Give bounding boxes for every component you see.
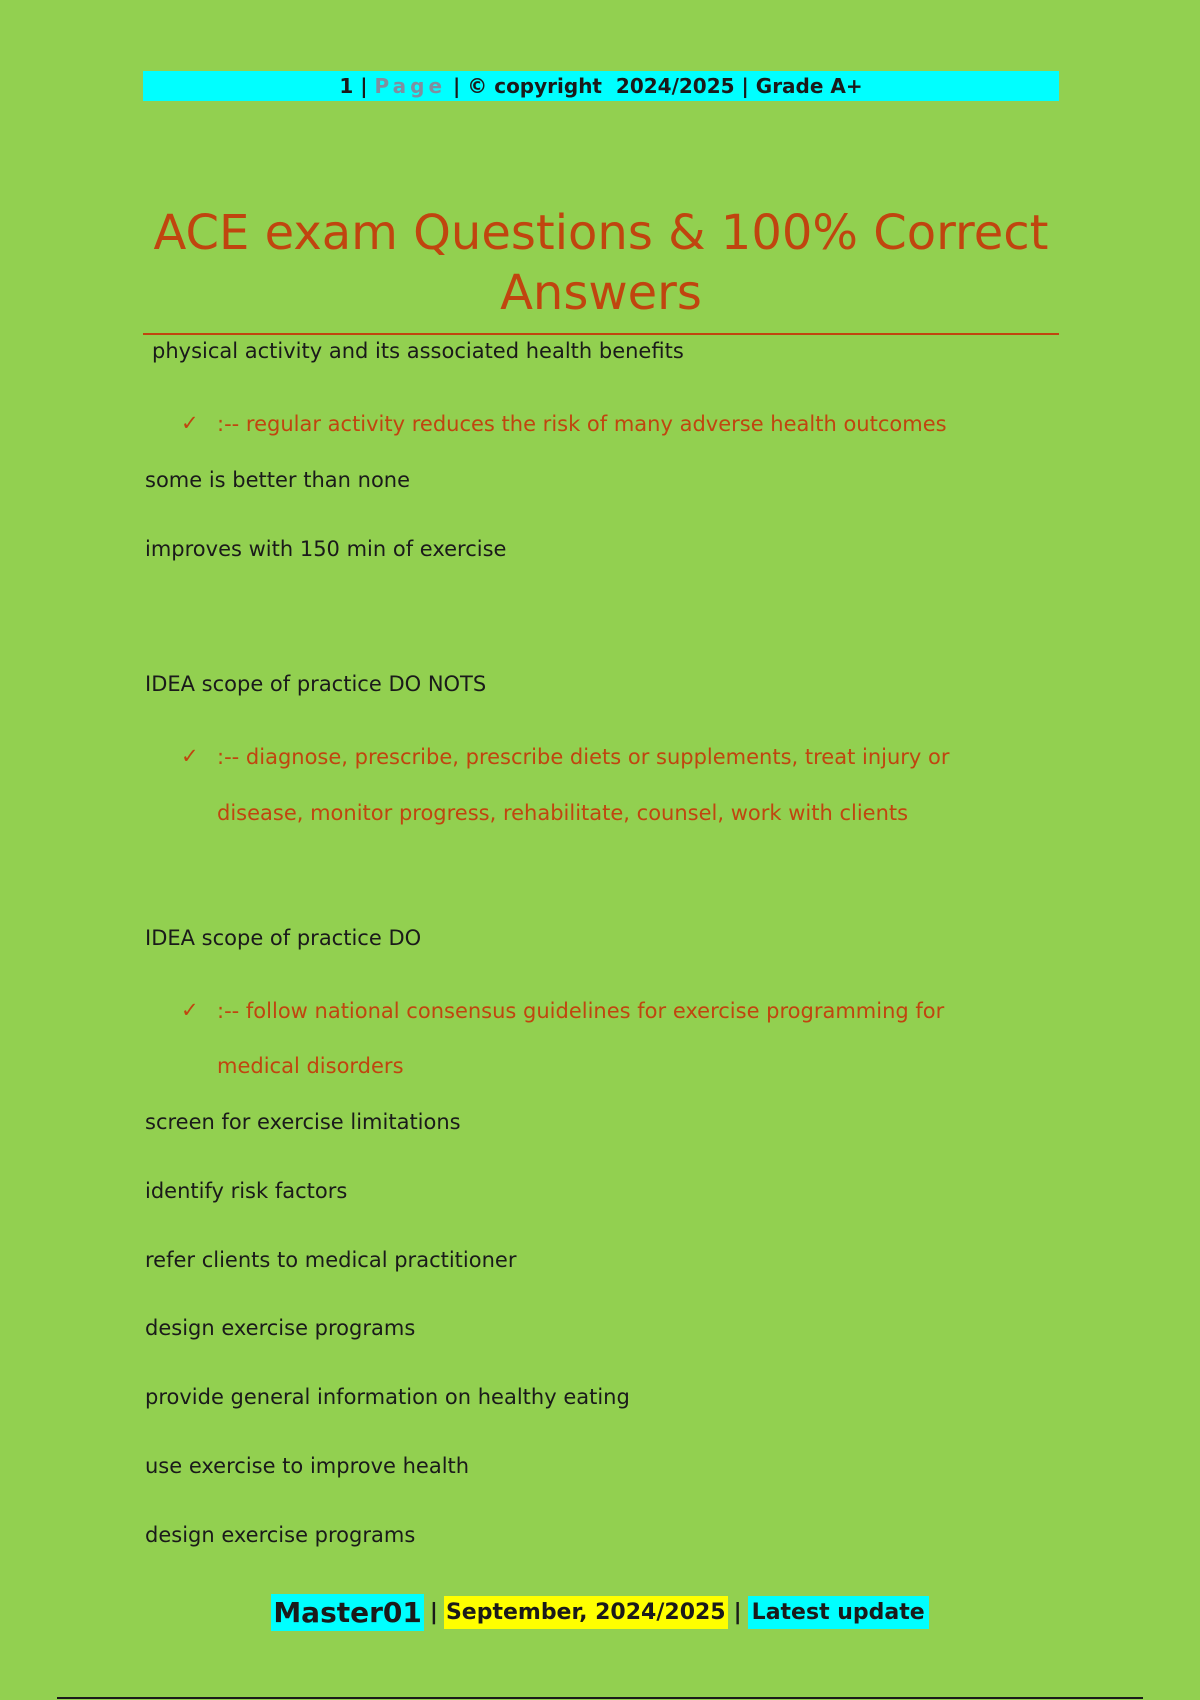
check-icon: ✓ xyxy=(181,411,199,435)
text-line-6: design exercise programs xyxy=(145,1316,416,1340)
footer-update: Latest update xyxy=(748,1596,929,1629)
header-separator: | xyxy=(353,74,375,98)
text-line-8: use exercise to improve health xyxy=(145,1454,470,1478)
check-icon: ✓ xyxy=(181,998,199,1022)
answer-2-line-2: disease, monitor progress, rehabilitate, counsel, work with clients xyxy=(217,801,909,825)
answer-1: :-- regular activity reduces the risk of many adverse health outcomes xyxy=(217,412,947,436)
title-line-1: ACE exam Questions & 100% Correct xyxy=(153,205,1049,261)
text-line-5: refer clients to medical practitioner xyxy=(145,1248,517,1272)
page-footer xyxy=(0,1594,1200,1631)
question-3: IDEA scope of practice DO xyxy=(145,926,422,950)
text-line-1: some is better than none xyxy=(145,468,411,492)
page-number: 1 xyxy=(339,74,354,98)
answer-3-line-2: medical disorders xyxy=(217,1054,404,1078)
answer-2-line-1: :-- diagnose, prescribe, prescribe diets or supplements, treat injury or xyxy=(217,745,950,769)
text-line-9: design exercise programs xyxy=(145,1523,416,1547)
answer-3-line-1: :-- follow national consensus guidelines for exercise programming for xyxy=(217,999,945,1023)
page-label: Page xyxy=(374,74,447,98)
footer-separator: | xyxy=(733,1600,742,1625)
question-1: physical activity and its associated health benefits xyxy=(152,339,684,363)
footer-separator: | xyxy=(429,1600,438,1625)
copyright-text: | © copyright 2024/2025 | Grade A+ xyxy=(446,74,863,98)
text-line-4: identify risk factors xyxy=(145,1179,348,1203)
check-icon: ✓ xyxy=(181,744,199,768)
bottom-divider xyxy=(57,1697,1143,1699)
question-2: IDEA scope of practice DO NOTS xyxy=(145,672,487,696)
title-line-2: Answers xyxy=(500,265,702,321)
text-line-3: screen for exercise limitations xyxy=(145,1110,461,1134)
title-underline xyxy=(143,333,1059,335)
page-header xyxy=(143,71,1059,101)
text-line-2: improves with 150 min of exercise xyxy=(145,537,507,561)
footer-date: September, 2024/2025 xyxy=(444,1596,728,1629)
text-line-7: provide general information on healthy eating xyxy=(145,1385,630,1409)
footer-brand: Master01 xyxy=(273,1596,422,1629)
document-title xyxy=(143,203,1059,323)
